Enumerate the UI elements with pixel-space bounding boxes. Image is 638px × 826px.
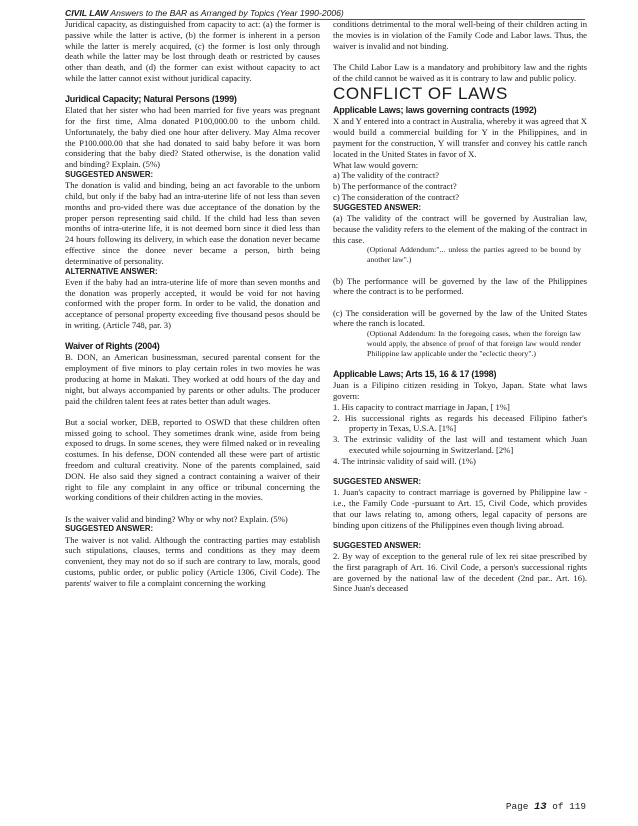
header-subtitle: Answers to the BAR as Arranged by Topics (Year 1990-2006)	[108, 8, 344, 18]
question-text: Elated that her sister who had been married for five years was pregnant for the first time, Alma donated P100,000.00 to the unborn child. Unfortunately, the baby died one hour after delivery. May Alma recover the P100.000.00 that she had donated to said baby before it was born considering that the baby died? Stated otherwise, is the donation valid and binding? Explain. (5%)	[65, 105, 320, 170]
question-item: 2. His successional rights as regards his deceased Filipino father's property in Texas, U.S.A. [1%]	[333, 412, 587, 434]
paragraph: The Child Labor Law is a mandatory and prohibitory law and the rights of the child cannot be waived as it is contrary to law and public policy.	[333, 61, 587, 83]
header-title: CIVIL LAW	[65, 8, 109, 18]
question-item: 3. The extrinsic validity of the last will and testament which Juan executed while sojourning in Switzerland. [2%]	[333, 434, 587, 455]
question-item: 1. His capacity to contract marriage in Japan, [ 1%]	[333, 401, 510, 412]
paragraph: Juridical capacity, as distinguished from capacity to act: (a) the former is passive while the latter is active, (b) the former is inherent in a person while the latter is merely acquired, (c) the former is lost only through death while the latter may be lost through death or restricted by causes other than death, and (d) the former can exist without capacity to act while the latter cannot exist without juridical capacity.	[65, 19, 320, 83]
answer-text: The donation is valid and binding, being an act favorable to the unborn child, but only if the baby had an intra-uterine life of not less than seven months and pro-vided there was due acceptance of the donation by the proper person representing said child. If the child had less than seven months of intra-uterine life, it is not deemed born since it died less than 24 hours following its delivery, in which ease the donation never became effective since the donee never became a person, birth being determinative of personality.	[65, 180, 320, 266]
answer-text: Even if the baby had an intra-uterine life of more than seven months and the donation was properly accepted, it would be void for not having conformed with the proper form. In order to be valid, the donation and acceptance of personal property exceeding five thousand pesos should be in writing. (Article 748, par. 3)	[65, 276, 320, 331]
running-header	[65, 8, 344, 18]
question-item: c) The consideration of the contract?	[333, 192, 460, 203]
section-title: CONFLICT OF LAWS	[333, 84, 508, 104]
question-text: Is the waiver valid and binding? Why or why not? Explain. (5%)	[65, 513, 288, 524]
page-number: 13	[533, 801, 547, 813]
suggested-answer-label: SUGGESTED ANSWER:	[333, 540, 422, 550]
question-item: b) The performance of the contract?	[333, 181, 457, 192]
suggested-answer-label: SUGGESTED ANSWER:	[333, 477, 422, 486]
question-text: Juan is a Filipino citizen residing in Tokyo, Japan. State what laws govern:	[333, 380, 587, 401]
answer-text: (c) The consideration will be governed by the law of the United States where the ranch is located.	[333, 307, 587, 329]
optional-addendum: (Optional Addendum:"... unless the parties agreed to be bound by another law".)	[367, 245, 581, 265]
optional-addendum: (Optional Addendum: In the foregoing cases, when the foreign law would apply, the absence of proof of that foreign law would render Philippine law applicable under the "eclectic theory".)	[367, 329, 581, 358]
page-prefix: Page	[505, 801, 534, 812]
question-text: But a social worker, DEB, reported to OSWD that these children often missed going to school. They sometimes drank wine, aside from being exposed to drugs. In some scenes, they were filmed naked or in revealing costumes. In his defense, DON contended all these were part of artistic freedom and cultural creativity. None of the parents complained, said DON. He also said they signed a contract containing a waiver of their right to file any complaint in any office or tribunal concerning the working conditions of their children acting in the movies.	[65, 416, 320, 503]
question-heading: Applicable Laws; Arts 15, 16 & 17 (1998)	[333, 369, 497, 380]
answer-text: (b) The performance will be governed by the law of the Philippines where the contract is to be performed.	[333, 275, 587, 297]
alternative-answer-label: ALTERNATIVE ANSWER:	[65, 266, 158, 276]
question-heading: Applicable Laws; laws governing contracts (1992)	[333, 105, 537, 116]
question-text: X and Y entered into a contract in Australia, whereby it was agreed that X would build a commercial building for Y in the Philippines, and in payment for the construction, Y will transfer and convey his cattle ranch located in the United States in favor of X.	[333, 116, 587, 159]
question-text: What law would govern:	[333, 159, 419, 170]
question-heading: Waiver of Rights (2004)	[65, 341, 160, 352]
suggested-answer-label: SUGGESTED ANSWER:	[65, 170, 154, 180]
suggested-answer-label: SUGGESTED ANSWER:	[333, 202, 422, 212]
page-footer	[506, 801, 586, 813]
question-heading: Juridical Capacity; Natural Persons (1999)	[65, 94, 237, 105]
page-total: 119	[569, 801, 586, 812]
paragraph: conditions detrimental to the moral well-being of their children acting in the movies is in violation of the Family Code and Labor laws. Thus, the waiver is invalid and not binding.	[333, 19, 587, 51]
question-item: a) The validity of the contract?	[333, 170, 440, 181]
answer-text: The waiver is not valid. Although the contracting parties may establish such stipulations, clauses, terms and conditions as they may deem convenient, they may not do so if such are contrary to law, morals, good customs, public order, or public policy (Article 1306, Civil Code). The parents' waiver to file a complaint concerning the working	[65, 534, 320, 588]
question-item: 4. The intrinsic validity of said will. (1%)	[333, 455, 476, 466]
answer-text: (a) The validity of the contract will be governed by Australian law, because the validity refers to the element of the making of the contract in this case.	[333, 213, 587, 245]
answer-text: 2. By way of exception to the general rule of lex rei sitae prescribed by the first paragraph of Art. 16. Civil Code, a person's successional rights are governed by the national law of the decedent (2nd par.. Art. 16). Since Juan's deceased	[333, 551, 587, 594]
right-column	[333, 19, 587, 594]
question-text: B. DON, an American businessman, secured parental consent for the employment of five minors to play certain roles in two movies he was producing at home in Makati. They worked at odd hours of the day and night, but always accompanied by parents or other adults. The producer paid the children talent fees at rates better than adult wages.	[65, 352, 320, 406]
answer-text: 1. Juan's capacity to contract marriage is governed by Philippine law - i.e., the Family Code -pursuant to Art. 15, Civil Code, which provides that our laws relating to, among others, legal capacity of persons are binding upon citizens of the Philippines even though living abroad.	[333, 487, 587, 530]
page-of: of	[546, 801, 570, 812]
suggested-answer-label: SUGGESTED ANSWER:	[65, 524, 154, 534]
left-column	[65, 19, 320, 589]
